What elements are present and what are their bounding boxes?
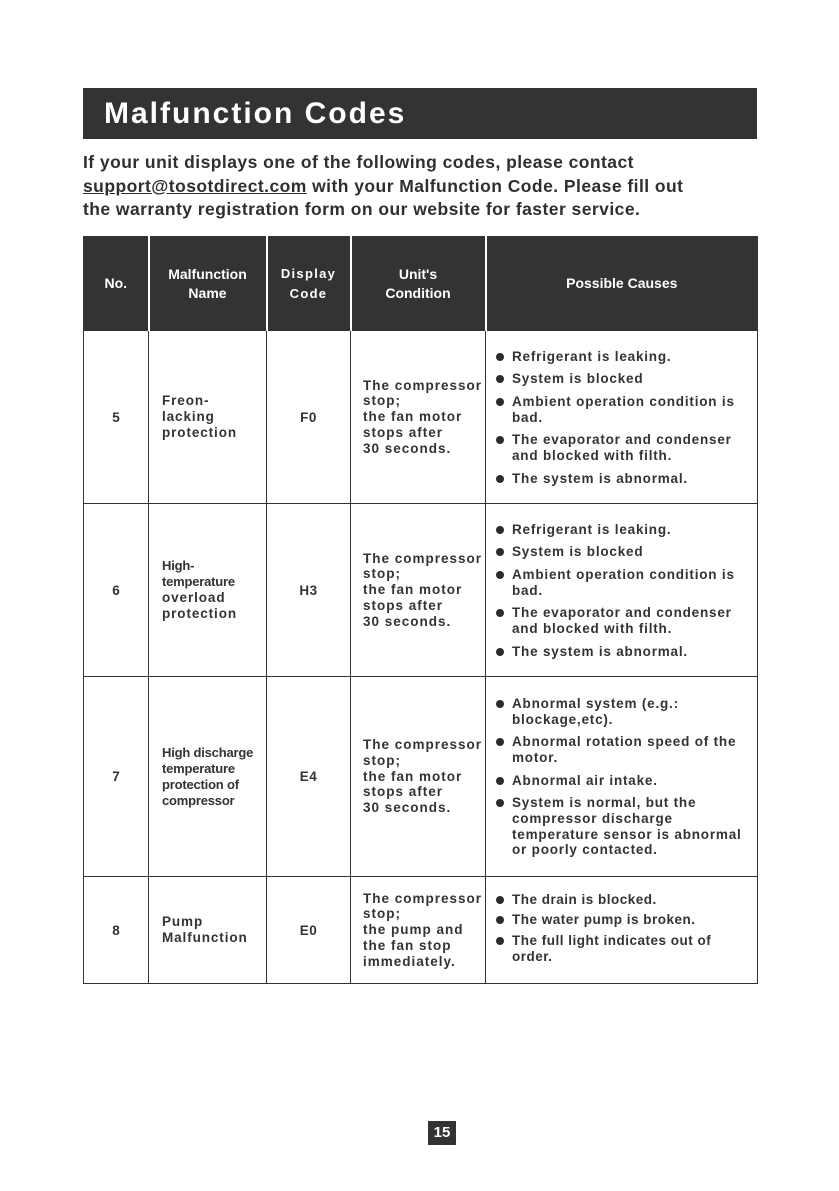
bullet-icon (496, 700, 504, 708)
possible-causes (486, 504, 758, 677)
list-item (494, 567, 753, 598)
bullet-icon (496, 937, 504, 945)
causes-list (494, 892, 753, 965)
malfunction-name (149, 331, 267, 504)
possible-causes (486, 331, 758, 504)
condition-line: the pump and (363, 922, 464, 938)
list-item (494, 734, 753, 765)
support-email-link[interactable]: support@tosotdirect.com (83, 175, 307, 196)
condition-line: stops after (363, 597, 444, 613)
bullet-icon (496, 896, 504, 904)
unit-condition (351, 504, 486, 677)
display-code: E0 (267, 877, 351, 984)
header-possible-causes: Possible Causes (486, 237, 758, 331)
header-malfunction-name (149, 237, 267, 331)
table-row (84, 677, 758, 877)
malfunction-name (149, 677, 267, 877)
condition-line: the fan motor (363, 582, 463, 598)
condition-line: immediately. (363, 953, 456, 969)
bullet-icon (496, 738, 504, 746)
table-row (84, 877, 758, 984)
condition-line: stop; (363, 393, 401, 409)
cause-text: The system is abnormal. (512, 470, 688, 486)
table-header-row (84, 237, 758, 331)
intro-text (83, 151, 763, 222)
bullet-icon (496, 916, 504, 924)
header-cond-line-2: Condition (385, 284, 451, 301)
intro-line-2-rest: with your Malfunction Code. Please fill out (306, 175, 684, 196)
list-item (494, 933, 753, 964)
malfunction-name (149, 504, 267, 677)
header-unit-condition (351, 237, 486, 331)
unit-condition (351, 877, 486, 984)
possible-causes (486, 677, 758, 877)
condition-line: 30 seconds. (363, 613, 452, 629)
header-name-line-1: Malfunction (168, 265, 247, 282)
cause-text: System is blocked (512, 371, 644, 387)
name-line: protection of (162, 776, 239, 792)
intro-line-1: If your unit displays one of the following codes, please contact (83, 152, 634, 172)
condition-line: stop; (363, 566, 401, 582)
name-line: temperature (162, 574, 235, 589)
condition-line: stop; (363, 752, 401, 768)
cause-text: Abnormal rotation speed of the motor. (512, 734, 737, 765)
bullet-icon (496, 609, 504, 617)
name-line: Malfunction (162, 930, 248, 945)
row-number: 6 (84, 504, 149, 677)
list-item (494, 522, 753, 538)
list-item (494, 773, 753, 789)
display-code: F0 (267, 331, 351, 504)
cause-text: System is blocked (512, 544, 644, 560)
possible-causes (486, 877, 758, 984)
name-line: overload (162, 590, 226, 605)
condition-line: the fan stop (363, 937, 452, 953)
header-code-line-1: Display (280, 265, 337, 281)
condition-line: The compressor (363, 737, 483, 753)
intro-line-3: the warranty registration form on our website for faster service. (83, 199, 641, 219)
row-number: 5 (84, 331, 149, 504)
cause-text: The system is abnormal. (512, 643, 688, 659)
name-line: compressor (162, 792, 235, 808)
list-item (494, 912, 753, 928)
cause-text: Refrigerant is leaking. (512, 348, 672, 364)
bullet-icon (496, 571, 504, 579)
list-item (494, 471, 753, 487)
unit-condition (351, 331, 486, 504)
cause-text: The full light indicates out of order. (512, 933, 712, 964)
condition-line: 30 seconds. (363, 440, 452, 456)
bullet-icon (496, 648, 504, 656)
bullet-icon (496, 375, 504, 383)
list-item (494, 795, 753, 858)
malfunction-name (149, 877, 267, 984)
causes-list (494, 696, 753, 858)
cause-text: Ambient operation condition is bad. (512, 566, 735, 598)
name-line: protection (162, 606, 237, 621)
cause-text: Abnormal air intake. (512, 772, 658, 788)
header-code-line-2: Code (289, 285, 328, 301)
display-code: H3 (267, 504, 351, 677)
bullet-icon (496, 475, 504, 483)
list-item (494, 644, 753, 660)
header-no: No. (84, 237, 149, 331)
cause-text: Abnormal system (e.g.: blockage,etc). (512, 695, 679, 727)
condition-line: 30 seconds. (363, 800, 452, 816)
name-line: High- (162, 558, 195, 573)
condition-line: The compressor (363, 377, 483, 393)
list-item (494, 544, 753, 560)
condition-line: stops after (363, 424, 444, 440)
causes-list (494, 349, 753, 487)
causes-list (494, 522, 753, 660)
bullet-icon (496, 398, 504, 406)
bullet-icon (496, 436, 504, 444)
table-row (84, 504, 758, 677)
condition-line: The compressor (363, 890, 483, 906)
header-name-line-2: Name (188, 284, 227, 301)
intro-line-2 (83, 175, 763, 199)
condition-line: the fan motor (363, 409, 463, 425)
cause-text: System is normal, but the compressor discharge temperature sensor is abnormal or poorly contacted. (512, 795, 742, 858)
bullet-icon (496, 777, 504, 785)
name-line: Freon-lacking (162, 393, 215, 424)
cause-text: The evaporator and condenser and blocked with filth. (512, 432, 732, 464)
cause-text: The evaporator and condenser and blocked with filth. (512, 605, 732, 637)
row-number: 8 (84, 877, 149, 984)
bullet-icon (496, 353, 504, 361)
list-item (494, 605, 753, 636)
header-cond-line-1: Unit's (398, 265, 438, 282)
list-item (494, 892, 753, 908)
bullet-icon (496, 548, 504, 556)
condition-line: the fan motor (363, 768, 463, 784)
name-line: protection (162, 425, 237, 440)
list-item (494, 371, 753, 387)
condition-line: The compressor (363, 550, 483, 566)
bullet-icon (496, 799, 504, 807)
cause-text: Refrigerant is leaking. (512, 521, 672, 537)
name-line: Pump (162, 914, 204, 929)
table-row (84, 331, 758, 504)
display-code: E4 (267, 677, 351, 877)
cause-text: The water pump is broken. (512, 912, 696, 928)
list-item (494, 349, 753, 365)
list-item (494, 696, 753, 727)
header-display-code (267, 237, 351, 331)
page-number: 15 (428, 1121, 456, 1145)
list-item (494, 394, 753, 425)
row-number: 7 (84, 677, 149, 877)
cause-text: Ambient operation condition is bad. (512, 393, 735, 425)
condition-line: stops after (363, 784, 444, 800)
name-line: High discharge (162, 744, 254, 760)
page-title: Malfunction Codes (83, 88, 757, 139)
name-line: temperature (162, 760, 235, 776)
cause-text: The drain is blocked. (512, 891, 657, 907)
malfunction-codes-table (83, 236, 758, 984)
unit-condition (351, 677, 486, 877)
condition-line: stop; (363, 906, 401, 922)
list-item (494, 432, 753, 463)
bullet-icon (496, 526, 504, 534)
